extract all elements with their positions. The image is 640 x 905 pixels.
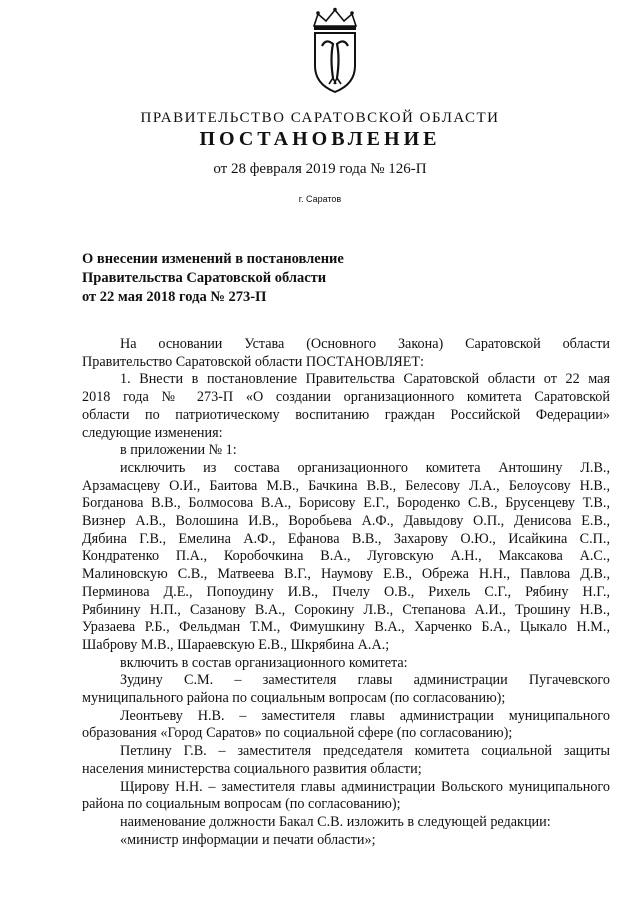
body-line: «министр информации и печати области»; — [120, 831, 376, 848]
document-city: г. Саратов — [298, 194, 342, 204]
body-line: Кондратенко П.А., Коробочкина В.А., Луговскую А.Н., Максакова А.С., — [82, 548, 610, 565]
body-line: Богданова В.В., Болмосова В.А., Борисову Е.Г., Бороденко С.В., Брусенцеву Т.В., — [82, 495, 610, 512]
body-line: Малиновскую С.В., Матвеева В.Г., Наумову Е.В., Обрежа Н.Н., Павлова Д.В., — [82, 566, 610, 583]
government-name: ПРАВИТЕЛЬСТВО САРАТОВСКОЙ ОБЛАСТИ — [140, 110, 500, 126]
body-line: Дябина Г.В., Емелина А.Ф., Ефанова В.В., Захарову О.Ю., Исайкина С.П., — [82, 530, 610, 547]
document-subject — [82, 250, 482, 307]
body-line: области по патриотическому воспитанию граждан Российской Федерации» — [82, 406, 610, 423]
body-line: следующие изменения: — [82, 424, 223, 441]
body-line: На основании Устава (Основного Закона) Саратовской области — [120, 336, 610, 352]
body-line: 2018 года № 273-П «О создании организационного комитета Саратовской — [82, 389, 610, 406]
body-line: Зудину С.М. – заместителя главы администрации Пугачевского — [120, 672, 610, 689]
body-line: Шаброву М.В., Шараевскую Е.В., Шкрябина А.А.; — [82, 636, 390, 653]
body-line: наименование должности Бакал С.В. изложить в следующей редакции: — [120, 813, 551, 830]
body-line: Леонтьеву Н.В. – заместителя главы администрации муниципального — [120, 707, 610, 724]
body-line: района по социальным вопросам (по согласованию); — [82, 796, 401, 813]
body-line: 1. Внести в постановление Правительства Саратовской области от 22 мая — [120, 371, 610, 388]
body-line: включить в состав организационного комитета: — [120, 654, 408, 671]
body-line: исключить из состава организационного комитета Антошину Л.В., — [120, 459, 610, 476]
subject-line: Правительства Саратовской области — [82, 270, 327, 286]
document-type-title: ПОСТАНОВЛЕНИЕ — [199, 128, 441, 150]
body-line: Петлину Г.В. – заместителя председателя комитета социальной защиты — [120, 743, 610, 760]
body-line: населения министерства социального развития области; — [82, 760, 422, 777]
body-line: Перминова Д.Е., Попоудину И.В., Пчелу О.В., Рихель С.Г., Рябину Н.Г., — [82, 583, 610, 600]
body-line: Уразаева Р.Б., Фельдман Т.М., Фимушкину В.А., Харченко Б.А., Цыкало Н.М., — [82, 619, 610, 636]
document-date-number: от 28 февраля 2019 года № 126-П — [213, 161, 427, 177]
document-body — [82, 336, 610, 849]
body-line: муниципального района по социальным вопросам (по согласованию); — [82, 690, 506, 707]
body-line: в приложении № 1: — [120, 442, 237, 459]
subject-line: от 22 мая 2018 года № 273-П — [82, 289, 267, 305]
body-line: Арзамасцеву О.И., Баитова М.В., Бачкина В.В., Белесову Л.А., Белоусову Н.В., — [82, 477, 610, 494]
saratov-coat-of-arms-icon — [300, 6, 370, 96]
body-line: Визнер А.В., Волошина И.В., Воробьева А.Ф., Давыдову О.П., Денисова Е.В., — [82, 513, 610, 530]
subject-line: О внесении изменений в постановление — [82, 251, 344, 267]
body-line: образования «Город Саратов» по социальной сфере (по согласованию); — [82, 725, 513, 742]
body-line: Правительство Саратовской области ПОСТАНОВЛЯЕТ: — [82, 353, 425, 370]
body-line: Щирову Н.Н. – заместителя главы администрации Вольского муниципального — [120, 778, 610, 795]
body-line: Рябинину Н.П., Сазанову В.А., Сорокину Л.В., Степанова А.И., Трошину Н.В., — [82, 601, 610, 618]
